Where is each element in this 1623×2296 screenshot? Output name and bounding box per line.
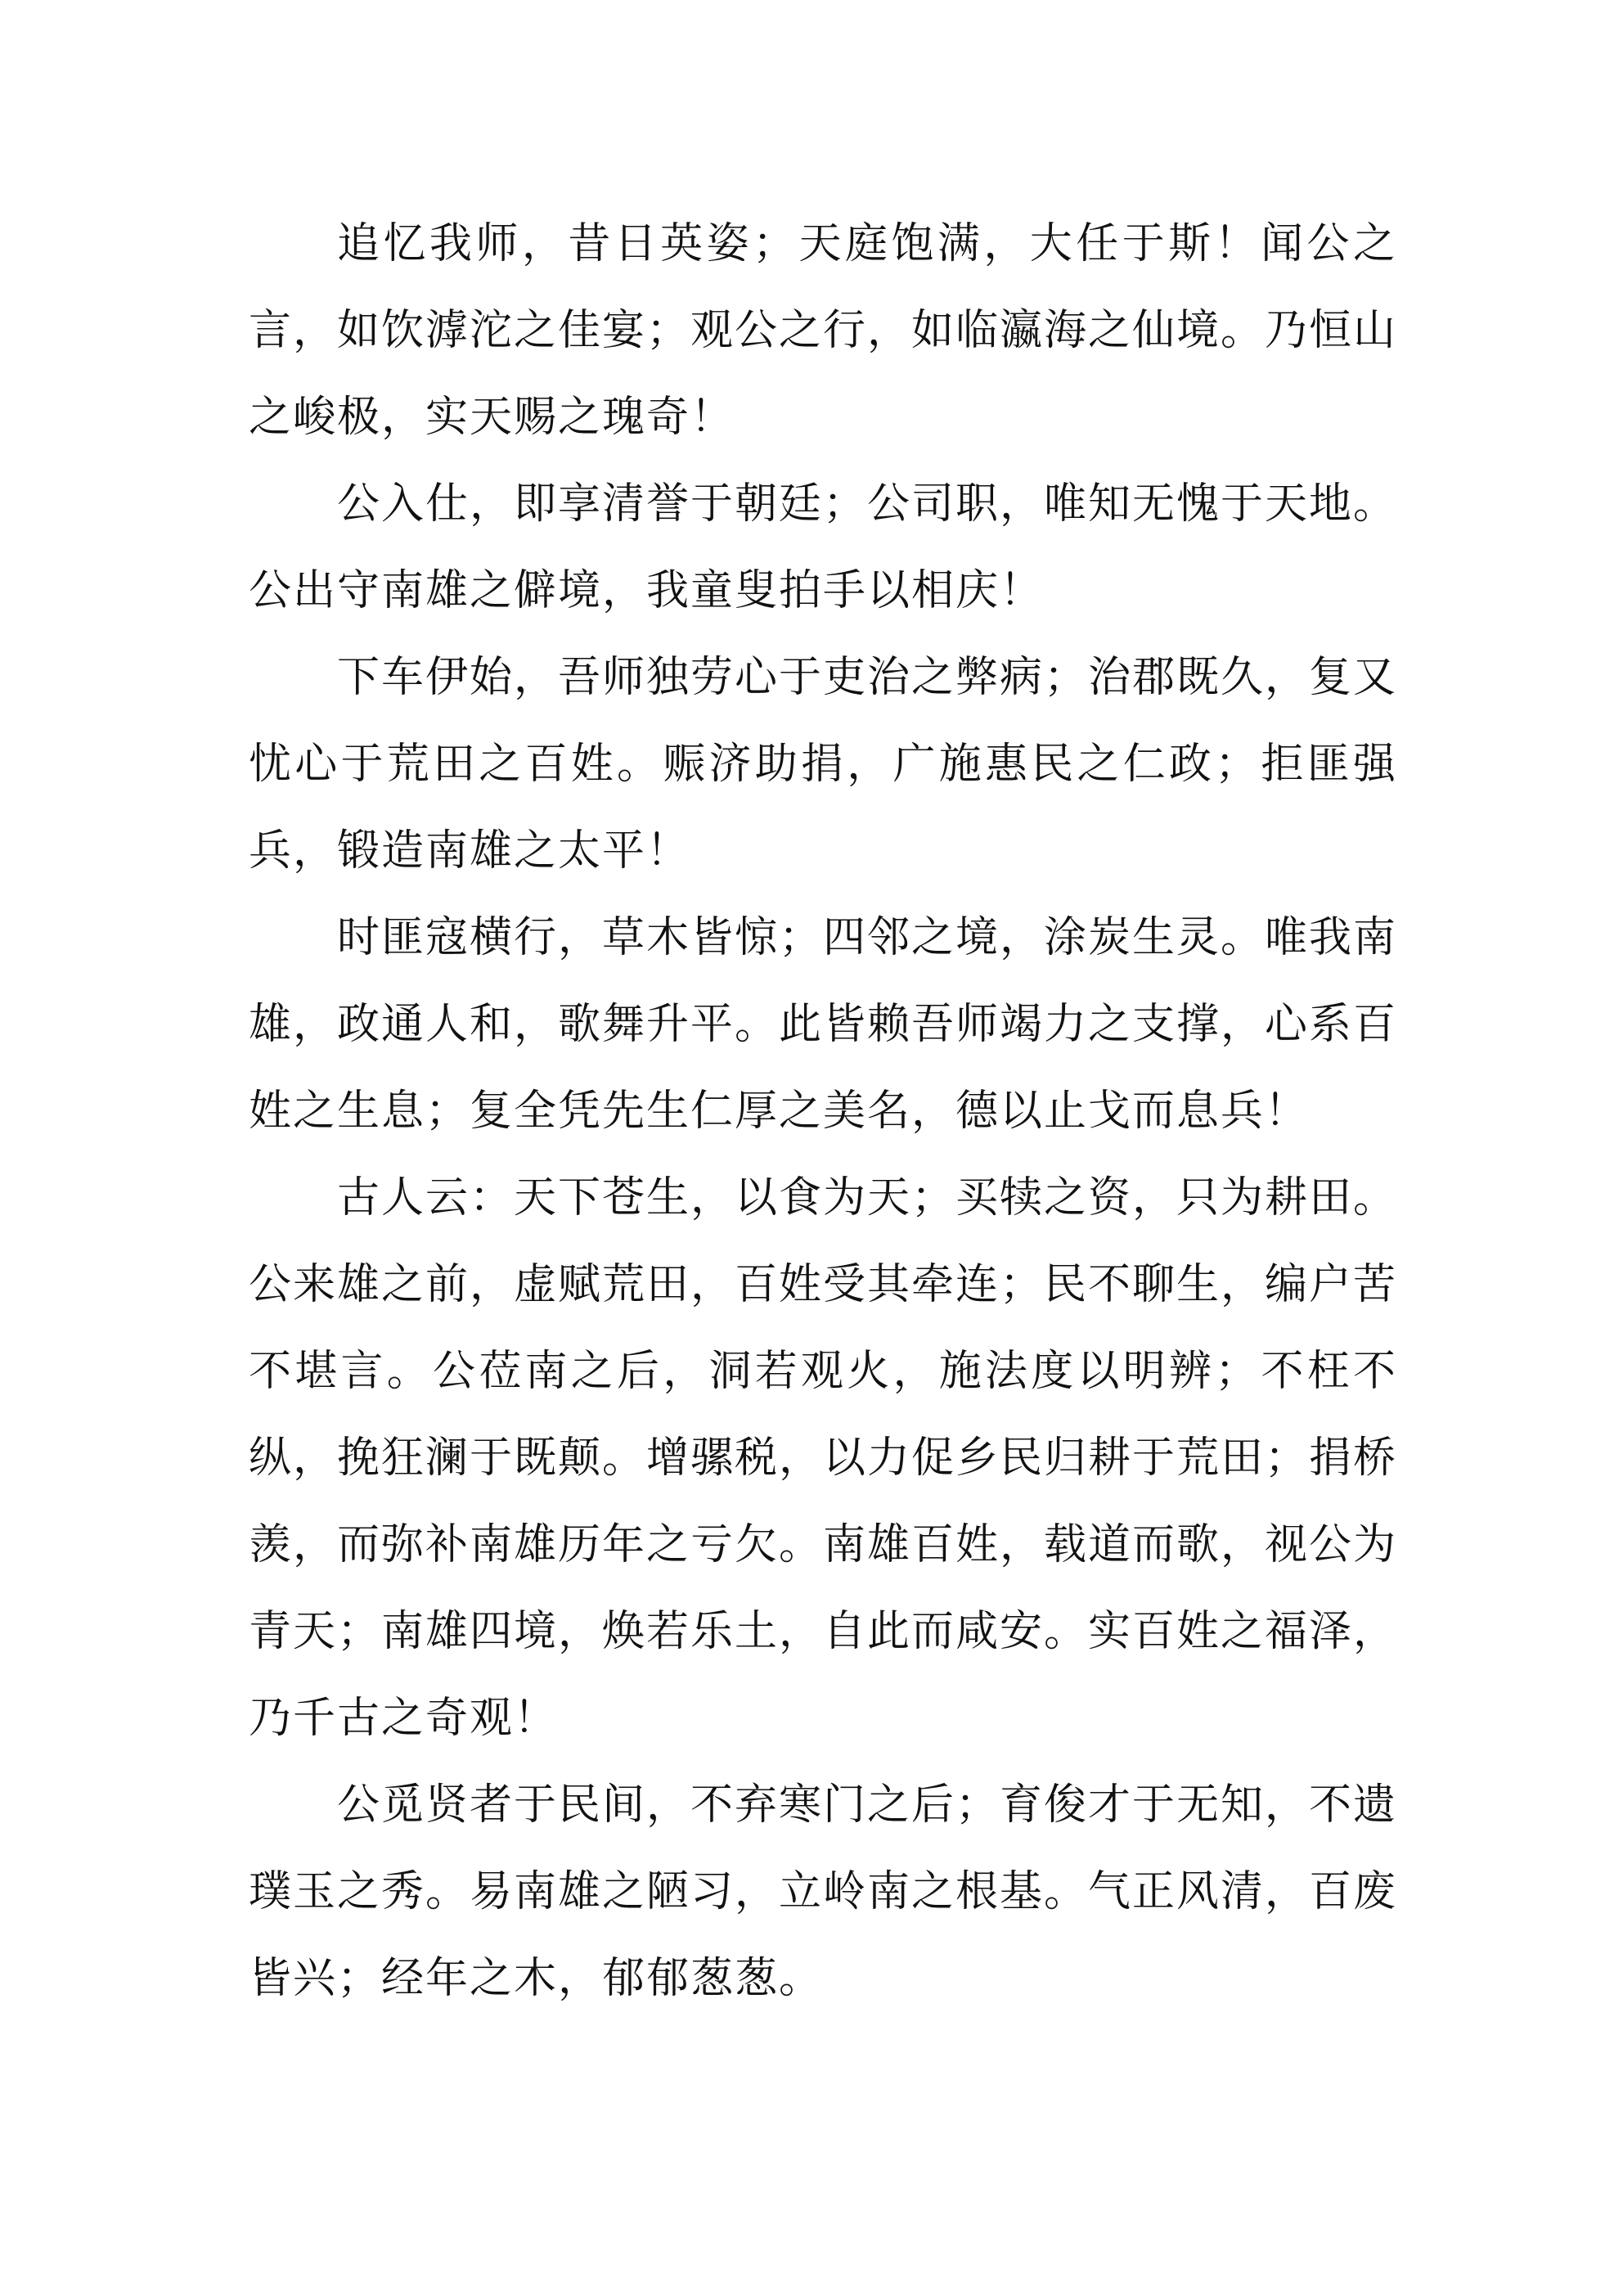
- paragraph-4: 时匪寇横行，草木皆惊；四邻之境，涂炭生灵。唯我南雄，政通人和，歌舞升平。此皆赖吾师竭力之支撑，心系百姓之生息；复全凭先生仁厚之美名，德以止戈而息兵！: [249, 913, 1398, 1136]
- paragraph-2: 公入仕，即享清誉于朝廷；公司职，唯知无愧于天地。公出守南雄之僻境，我童叟拍手以相庆！: [249, 479, 1398, 615]
- paragraph-1: 追忆我师，昔日英姿；天庭饱满，大任于斯！闻公之言，如饮滹沱之佳宴；观公之行，如临瀛海之仙境。乃恒山之峻极，实天赐之瑰奇！: [249, 219, 1398, 442]
- paragraph-3: 下车伊始，吾师独劳心于吏治之弊病；治郡既久，复又忧心于荒田之百姓。赈济助捐，广施惠民之仁政；拒匪强兵，锻造南雄之太平！: [249, 653, 1398, 876]
- paragraph-5: 古人云：天下苍生，以食为天；买犊之资，只为耕田。公来雄之前，虚赋荒田，百姓受其牵连；民不聊生，编户苦不堪言。公莅南之后，洞若观火，施法度以明辨；不枉不纵，挽狂澜于既颠。增骡税，以力促乡民归耕于荒田；捐桥羡，而弥补南雄历年之亏欠。南雄百姓，载道而歌，视公为青天；南雄四境，焕若乐土，自此而咸安。实百姓之福泽，乃千古之奇观！: [249, 1173, 1398, 1743]
- document-body: [249, 200, 1397, 2022]
- paragraph-6: 公觅贤者于民间，不弃寒门之后；育俊才于无知，不遗璞玉之秀。易南雄之陋习，立岭南之根基。气正风清，百废皆兴；经年之木，郁郁葱葱。: [249, 1781, 1398, 2003]
